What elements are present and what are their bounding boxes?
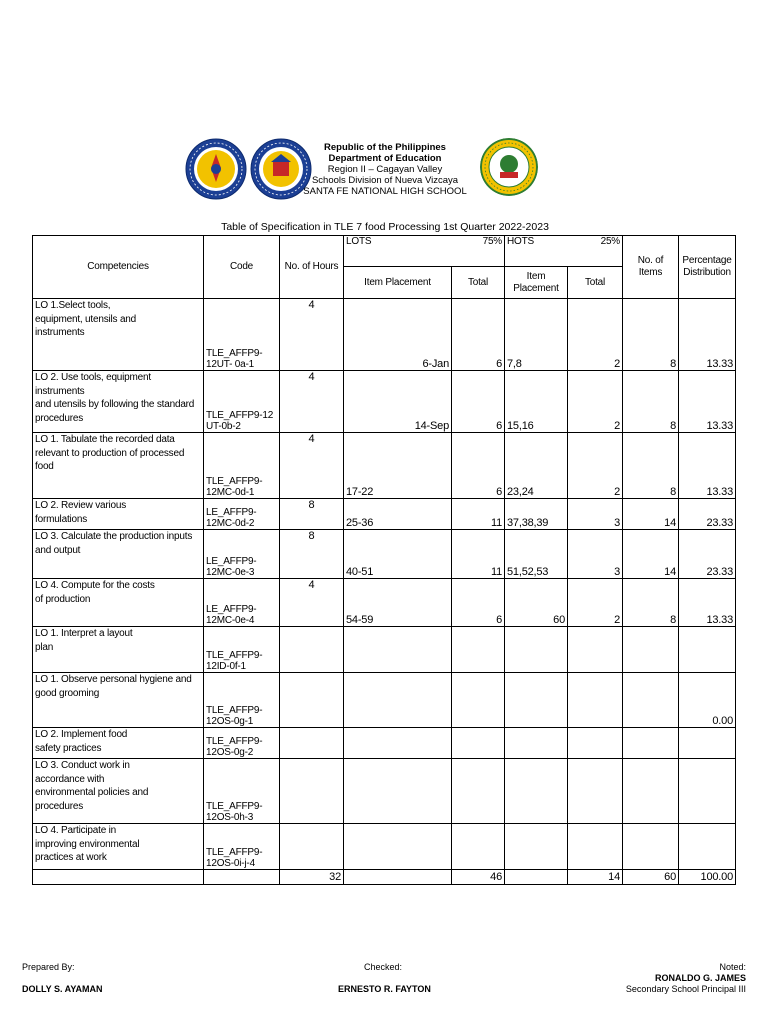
items-cell [623, 627, 679, 673]
lots-total-cell [452, 759, 505, 824]
competency-cell: LO 2. Use tools, equipment instruments and utensils by following the standard procedures [33, 371, 204, 433]
checked-name: ERNESTO R. FAYTON [338, 984, 431, 994]
hots-items-cell: 15,16 [505, 371, 568, 433]
items-cell: 8 [623, 433, 679, 499]
table-body [33, 299, 736, 885]
table-row [33, 728, 736, 759]
distribution-cell: 23.33 [679, 499, 736, 530]
hots-items-cell [505, 824, 568, 870]
distribution-cell [679, 627, 736, 673]
hots-total-cell: 2 [568, 579, 623, 627]
header-hours: No. of Hours [280, 236, 344, 299]
lots-items-cell [344, 759, 452, 824]
table-row [33, 299, 736, 371]
code-cell: LE_AFFP9- 12MC-0d-2 [204, 499, 280, 530]
total-pct-cell: 100.00 [679, 870, 736, 885]
competency-cell: LO 4. Compute for the costs of production [33, 579, 204, 627]
total-empty-cell [505, 870, 568, 885]
code-cell: TLE_AFFP9- 12OS-0i-j-4 [204, 824, 280, 870]
lots-total-cell [452, 824, 505, 870]
lots-items-cell [344, 728, 452, 759]
lots-items-cell: 6-Jan [344, 299, 452, 371]
competency-cell: LO 4. Participate in improving environmental practices at work [33, 824, 204, 870]
distribution-cell: 13.33 [679, 433, 736, 499]
hours-cell: 8 [280, 530, 344, 579]
table-row [33, 371, 736, 433]
lots-items-cell [344, 824, 452, 870]
hots-items-cell: 23,24 [505, 433, 568, 499]
distribution-cell: 23.33 [679, 530, 736, 579]
hots-total-cell [568, 673, 623, 728]
items-cell: 8 [623, 371, 679, 433]
hots-total-cell [568, 824, 623, 870]
hours-cell: 4 [280, 299, 344, 371]
header-hots-pct: 25% [600, 236, 620, 247]
total-items-cell: 60 [623, 870, 679, 885]
header-hots-total: Total [568, 267, 623, 299]
deped-seal-icon [185, 138, 247, 200]
lots-total-cell: 6 [452, 371, 505, 433]
competency-cell: LO 3. Calculate the production inputs and output [33, 530, 204, 579]
competency-cell: LO 2. Review various formulations [33, 499, 204, 530]
hours-cell [280, 824, 344, 870]
hots-total-cell: 2 [568, 433, 623, 499]
hots-items-cell [505, 673, 568, 728]
letterhead-republic: Republic of the Philippines [324, 142, 446, 153]
lots-total-cell: 11 [452, 499, 505, 530]
total-lots-total-cell: 46 [452, 870, 505, 885]
specification-table [32, 235, 736, 885]
hours-cell: 4 [280, 371, 344, 433]
distribution-cell [679, 759, 736, 824]
letterhead [290, 142, 480, 197]
hots-items-cell: 60 [505, 579, 568, 627]
items-cell [623, 673, 679, 728]
table-row [33, 627, 736, 673]
hots-total-cell [568, 728, 623, 759]
competency-cell: LO 2. Implement food safety practices [33, 728, 204, 759]
prepared-name: DOLLY S. AYAMAN [22, 984, 103, 994]
header-distribution: Percentage Distribution [679, 236, 736, 299]
table-row [33, 673, 736, 728]
hots-total-cell [568, 759, 623, 824]
lots-total-cell: 6 [452, 433, 505, 499]
competency-cell: LO 1. Observe personal hygiene and good grooming [33, 673, 204, 728]
distribution-cell: 13.33 [679, 299, 736, 371]
hours-cell: 8 [280, 499, 344, 530]
lots-items-cell: 40-51 [344, 530, 452, 579]
table-title: Table of Specification in TLE 7 food Processing 1st Quarter 2022-2023 [221, 221, 549, 233]
hours-cell [280, 728, 344, 759]
lots-items-cell [344, 673, 452, 728]
total-hours-cell: 32 [280, 870, 344, 885]
hots-items-cell [505, 759, 568, 824]
code-cell: TLE_AFFP9- 12OS-0h-3 [204, 759, 280, 824]
items-cell: 14 [623, 499, 679, 530]
header-hots-item-placement: Item Placement [505, 267, 568, 299]
table-row [33, 433, 736, 499]
table-row [33, 499, 736, 530]
code-cell: TLE_AFFP9-12 UT-0b-2 [204, 371, 280, 433]
lots-items-cell: 25-36 [344, 499, 452, 530]
table-row [33, 759, 736, 824]
total-empty-cell [33, 870, 204, 885]
lots-total-cell [452, 627, 505, 673]
lots-total-cell: 6 [452, 579, 505, 627]
hours-cell [280, 673, 344, 728]
header-code: Code [204, 236, 280, 299]
items-cell: 8 [623, 299, 679, 371]
competency-cell: LO 1.Select tools, equipment, utensils and instruments [33, 299, 204, 371]
code-cell: LE_AFFP9- 12MC-0e-3 [204, 530, 280, 579]
lots-items-cell [344, 627, 452, 673]
hots-total-cell: 2 [568, 299, 623, 371]
school-seal-icon [480, 138, 538, 196]
distribution-cell [679, 824, 736, 870]
distribution-cell: 13.33 [679, 579, 736, 627]
code-cell: TLE_AFFP9- 12OS-0g-2 [204, 728, 280, 759]
noted-label: Noted: [719, 962, 746, 972]
prepared-label: Prepared By: [22, 962, 75, 972]
lots-items-cell: 17-22 [344, 433, 452, 499]
competency-cell: LO 1. Interpret a layout plan [33, 627, 204, 673]
header-items: No. of Items [623, 236, 679, 299]
header-lots-item-placement: Item Placement [344, 267, 452, 299]
noted-title: Secondary School Principal III [625, 984, 746, 994]
code-cell: TLE_AFFP9- 12ID-0f-1 [204, 627, 280, 673]
letterhead-region: Region II – Cagayan Valley [327, 164, 443, 175]
noted-name: RONALDO G. JAMES [654, 973, 746, 983]
lots-items-cell: 54-59 [344, 579, 452, 627]
checked-label: Checked: [364, 962, 403, 972]
competency-cell: LO 3. Conduct work in accordance with environmental policies and procedures [33, 759, 204, 824]
code-cell: TLE_AFFP9- 12UT- 0a-1 [204, 299, 280, 371]
items-cell [623, 759, 679, 824]
total-empty-cell [204, 870, 280, 885]
letterhead-department: Department of Education [328, 153, 442, 164]
competency-cell: LO 1. Tabulate the recorded data relevant to production of processed food [33, 433, 204, 499]
items-cell [623, 728, 679, 759]
items-cell: 8 [623, 579, 679, 627]
lots-total-cell: 11 [452, 530, 505, 579]
lots-total-cell [452, 728, 505, 759]
distribution-cell [679, 728, 736, 759]
hots-items-cell [505, 728, 568, 759]
distribution-cell: 13.33 [679, 371, 736, 433]
totals-row [33, 870, 736, 885]
hots-total-cell: 2 [568, 371, 623, 433]
hots-items-cell [505, 627, 568, 673]
hours-cell: 4 [280, 433, 344, 499]
items-cell: 14 [623, 530, 679, 579]
hours-cell [280, 627, 344, 673]
header-hots [505, 236, 623, 267]
letterhead-school: SANTA FE NATIONAL HIGH SCHOOL [303, 186, 467, 197]
lots-items-cell: 14-Sep [344, 371, 452, 433]
hots-total-cell: 3 [568, 530, 623, 579]
header-lots-pct: 75% [482, 236, 502, 247]
hots-items-cell: 7,8 [505, 299, 568, 371]
hots-items-cell: 37,38,39 [505, 499, 568, 530]
hots-total-cell: 3 [568, 499, 623, 530]
table-row [33, 824, 736, 870]
code-cell: LE_AFFP9- 12MC-0e-4 [204, 579, 280, 627]
header-lots [344, 236, 505, 267]
code-cell: TLE_AFFP9- 12OS-0g-1 [204, 673, 280, 728]
total-hots-total-cell: 14 [568, 870, 623, 885]
lots-total-cell: 6 [452, 299, 505, 371]
table-row [33, 530, 736, 579]
header-lots-label: LOTS [346, 236, 372, 247]
hots-total-cell [568, 627, 623, 673]
table-row [33, 579, 736, 627]
code-cell: TLE_AFFP9- 12MC-0d-1 [204, 433, 280, 499]
header-competencies: Competencies [33, 236, 204, 299]
lots-total-cell [452, 673, 505, 728]
distribution-cell: 0.00 [679, 673, 736, 728]
total-empty-cell [344, 870, 452, 885]
items-cell [623, 824, 679, 870]
header-lots-total: Total [452, 267, 505, 299]
hots-items-cell: 51,52,53 [505, 530, 568, 579]
header-hots-label: HOTS [507, 236, 534, 247]
letterhead-division: Schools Division of Nueva Vizcaya [311, 175, 459, 186]
hours-cell: 4 [280, 579, 344, 627]
hours-cell [280, 759, 344, 824]
